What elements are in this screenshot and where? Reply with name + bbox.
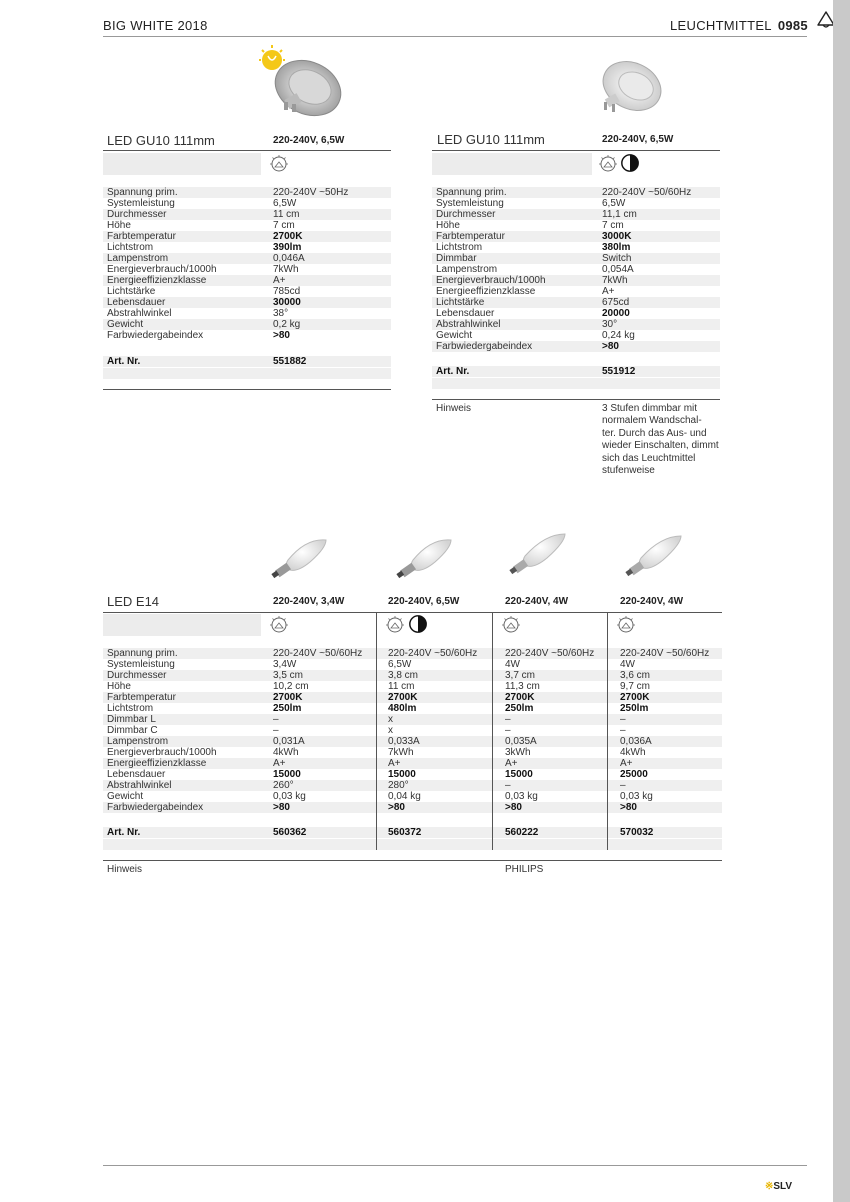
gu10-b-art-label: Art. Nr. <box>436 366 470 377</box>
beam-angle-icon <box>268 615 290 635</box>
gu10-b-icon-row-shade <box>432 153 592 175</box>
logo-spark-icon: ※ <box>765 1181 774 1192</box>
gu10-a-icon-row-shade <box>103 153 261 175</box>
e14-column-divider-3 <box>607 612 608 850</box>
e14-col3-note: PHILIPS <box>505 864 544 875</box>
gu10-b-note-text: 3 Stufen dimmbar mit normalem Wandschal- ter. Durch das Aus- und wieder Einschalten, dimmt sich das Leuchtmittel stufenweise <box>602 403 719 477</box>
e14-candle-bulb-image-1 <box>266 534 330 584</box>
e14-note-label: Hinweis <box>107 864 143 875</box>
header-section-label: LEUCHTMITTEL <box>670 18 772 33</box>
gu10-a-art-shade <box>103 356 391 367</box>
gu10-a-title: LED GU10 111mm <box>107 133 215 148</box>
gu10-a-labels: Spannung prim. Systemleistung Durchmesser Höhe Farbtemperatur Lichtstrom Lampenstrom Energieverbrauch/1000h Energieeffizienzklasse Lichtstärke Lebensdauer Abstrahlwinkel Gewicht Farbwiedergabeindex <box>107 187 217 341</box>
gu10-b-values: 220-240V ~50/60Hz 6,5W 11,1 cm 7 cm 3000K 380lm Switch 0,054A 7kWh A+ 675cd 20000 30° 0,24 kg >80 <box>602 187 692 352</box>
beam-angle-icon <box>500 615 522 635</box>
logo-text: SLV <box>773 1181 793 1192</box>
gu10-b-art-number: 551912 <box>602 366 636 377</box>
dimmable-icon <box>619 153 641 173</box>
gu10-b-title: LED GU10 111mm <box>437 132 545 147</box>
e14-labels: Spannung prim. Systemleistung Durchmesser Höhe Farbtemperatur Lichtstrom Dimmbar L Dimmbar C Lampenstrom Energieverbrauch/1000h Energieeffizienzklasse Lebensdauer Abstrahlwinkel Gewicht Farbwiedergabeindex <box>107 648 217 813</box>
gu10-a-art-shade-2 <box>103 368 391 379</box>
gu10-a-art-label: Art. Nr. <box>107 356 141 367</box>
gu10-a-art-number: 551882 <box>273 356 307 367</box>
e14-col3-values: 220-240V ~50/60Hz 4W 3,7 cm 11,3 cm 2700K 250lm – – 0,035A 3kWh A+ 15000 – 0,03 kg >80 <box>505 648 595 813</box>
e14-art-label: Art. Nr. <box>107 827 141 838</box>
e14-candle-bulb-image-3 <box>505 530 569 580</box>
e14-bottom-rule <box>103 860 722 861</box>
gu10-b-note-label: Hinweis <box>436 403 472 414</box>
header-catalog-title: BIG WHITE 2018 <box>103 18 208 33</box>
dimmable-icon <box>407 614 429 634</box>
gu10-b-labels: Spannung prim. Systemleistung Durchmesser Höhe Farbtemperatur Lichtstrom Dimmbar Lampenstrom Energieverbrauch/1000h Energieeffizienzklasse Lichtstärke Lebensdauer Abstrahlwinkel Gewicht Farbwiedergabeindex <box>436 187 546 352</box>
e14-col2-title: 220-240V, 6,5W <box>388 596 460 607</box>
page-number: 0985 <box>777 18 808 33</box>
beam-angle-icon <box>597 154 619 174</box>
e14-col2-values: 220-240V ~50/60Hz 6,5W 3,8 cm 11 cm 2700K 480lm x x 0,033A 7kWh A+ 15000 280° 0,04 kg >80 <box>388 648 478 813</box>
e14-col1-title: 220-240V, 3,4W <box>273 596 345 607</box>
gu10-bulb-image-frosted <box>590 52 670 122</box>
e14-col3-art-number: 560222 <box>505 827 539 838</box>
e14-icon-row-shade <box>103 614 261 636</box>
header-rule <box>103 36 807 37</box>
e14-col4-title: 220-240V, 4W <box>620 596 684 607</box>
gu10-b-bottom-rule <box>432 399 720 400</box>
e14-column-divider-2 <box>492 612 493 850</box>
gu10-a-top-rule <box>103 150 391 151</box>
e14-col4-values: 220-240V ~50/60Hz 4W 3,6 cm 9,7 cm 2700K 250lm – – 0,036A 4kWh A+ 25000 – 0,03 kg >80 <box>620 648 710 813</box>
e14-candle-bulb-image-2 <box>391 534 455 584</box>
e14-col1-art-number: 560362 <box>273 827 307 838</box>
e14-col3-title: 220-240V, 4W <box>505 596 569 607</box>
footer-rule <box>103 1165 807 1166</box>
gu10-b-top-rule <box>432 150 720 151</box>
beam-angle-icon <box>615 615 637 635</box>
e14-candle-bulb-image-4 <box>621 532 685 582</box>
gu10-a-bottom-rule <box>103 389 391 390</box>
beam-angle-icon <box>384 615 406 635</box>
header-section <box>670 18 808 33</box>
gu10-b-art-shade-2 <box>432 378 720 389</box>
sidebar-strip <box>833 0 850 1202</box>
e14-col2-art-number: 560372 <box>388 827 422 838</box>
e14-column-divider-1 <box>376 612 377 850</box>
e14-art-shade-2 <box>103 839 722 850</box>
e14-title: LED E14 <box>107 594 160 609</box>
beam-angle-icon <box>268 154 290 174</box>
e14-top-rule <box>103 612 722 613</box>
e14-col4-art-number: 570032 <box>620 827 654 838</box>
gu10-b-art-shade <box>432 366 720 377</box>
e14-col1-values: 220-240V ~50/60Hz 3,4W 3,5 cm 10,2 cm 2700K 250lm – – 0,031A 4kWh A+ 15000 260° 0,03 kg >80 <box>273 648 363 813</box>
gu10-a-column-title: 220-240V, 6,5W <box>273 135 345 146</box>
gu10-bulb-image <box>258 44 346 120</box>
gu10-a-values: 220-240V ~50Hz 6,5W 11 cm 7 cm 2700K 390lm 0,046A 7kWh A+ 785cd 30000 38° 0,2 kg >80 <box>273 187 349 341</box>
gu10-b-column-title: 220-240V, 6,5W <box>602 134 674 145</box>
slv-logo <box>765 1181 792 1192</box>
